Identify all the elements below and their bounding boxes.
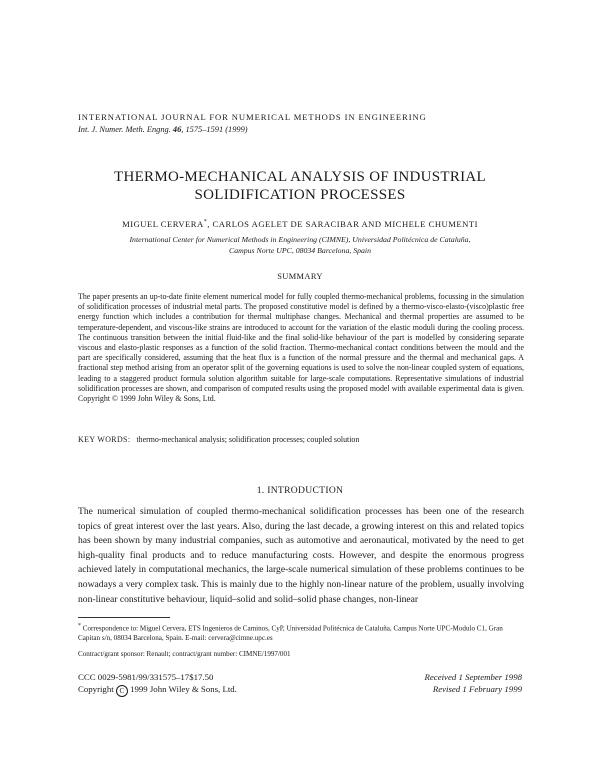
journal-citation [78, 125, 248, 134]
author-footnote-mark: * [203, 219, 208, 226]
copyright-icon: C [116, 685, 128, 697]
citation-prefix: Int. J. Numer. Meth. Engng. [78, 125, 171, 134]
affiliation-line-1: International Center for Numerical Methods in Engineering (CIMNE), Universidad Politécnica de Cataluña, [129, 235, 471, 244]
footnote-text: Correspondence to: Miguel Cervera, ETS Ingenieros de Caminos, CyP, Universidad Politécnica de Cataluña, Campus Norte UPC-Modulo C1, Gran Capitan s/n, 08034 Barcelona, Spain. E-mail: cervera@cimne.upc.es [78, 624, 503, 643]
affiliation [110, 234, 490, 256]
copyright-suffix: 1999 John Wiley & Sons, Ltd. [130, 684, 237, 694]
grant-sponsor: Contract/grant sponsor: Renault; contract/grant number: CIMNE/1997/001 [78, 650, 291, 658]
introduction-paragraph: The numerical simulation of coupled thermo-mechanical solidification processes has been one of the research topics of great interest over the last years. Also, during the last decade, a growing interest on this and related topics has been shown by many industrial companies, such as automotive and aeronautical, motivated by the need to get high-quality final products and to reduce manufacturing costs. However, and despite the enormous progress achieved lately in computational mechanics, the large-scale numerical simulation of these problems continues to be nowadays a very complex task. This is mainly due to the highly non-linear nature of the problem, usually involving non-linear constitutive behaviour, liquid–solid and solid–solid phase changes, non-linear [78, 506, 524, 605]
author-cervera: MIGUEL CERVERA [122, 219, 204, 229]
copyright-line [78, 684, 237, 697]
footnote-rule [78, 617, 170, 618]
copyright-prefix: Copyright [78, 684, 114, 694]
received-date: Received 1 September 1998 [424, 672, 522, 682]
affiliation-line-2: Campus Norte UPC, 08034 Barcelona, Spain [229, 246, 371, 255]
title-line-2: SOLIDIFICATION PROCESSES [194, 187, 406, 203]
keywords [78, 435, 359, 444]
revised-date: Revised 1 February 1999 [432, 684, 522, 694]
paper-title [60, 168, 540, 204]
correspondence-footnote [78, 621, 524, 643]
ccc-code: CCC 0029-5981/99/331575–17$17.50 [78, 672, 214, 682]
keywords-label: KEY WORDS: [78, 435, 131, 444]
journal-name: INTERNATIONAL JOURNAL FOR NUMERICAL METHODS IN ENGINEERING [78, 112, 427, 122]
section-heading-introduction: 1. INTRODUCTION [256, 485, 344, 496]
author-list-rest: , CARLOS AGELET DE SARACIBAR AND MICHELE CHUMENTI [207, 219, 478, 229]
title-line-1: THERMO-MECHANICAL ANALYSIS OF INDUSTRIAL [113, 169, 487, 185]
citation-volume: 46 [172, 125, 182, 134]
keywords-text: thermo-mechanical analysis; solidification processes; coupled solution [136, 435, 360, 444]
citation-suffix: , 1575–1591 (1999) [181, 125, 248, 134]
footnote-mark: * [78, 623, 81, 629]
abstract-text: The paper presents an up-to-date finite element numerical model for fully coupled thermo-mechanical problems, focussing in the simulation of solidification processes of industrial metal parts. The proposed constitutive model is defined by a thermo-visco-elasto-(visco)plastic free energy function which includes a contribution for thermal multiphase changes. Mechanical and thermal properties are assumed to be temperature-dependent, and viscous-like strains are introduced to account for the variation of the elastic moduli during the cooling process. The continuous transition between the initial fluid-like and the final solid-like behaviour of the part is modelled by considering separate viscous and elasto-plastic responses as a function of the solid fraction. Thermo-mechanical contact conditions between the mould and the part are specifically considered, assuming that the heat flux is a function of the normal pressure and the thermal and mechanical gaps. A fractional step method arising from an operator split of the governing equations is used to solve the non-linear coupled system of equations, leading to a staggered product formula solution algorithm suitable for large-scale computations. Representative simulations of industrial solidification processes are shown, and comparison of computed results using the proposed model with available experimental data is given. Copyright © 1999 John Wiley & Sons, Ltd. [78, 292, 524, 404]
summary-heading: SUMMARY [277, 272, 323, 281]
author-list [60, 219, 540, 229]
